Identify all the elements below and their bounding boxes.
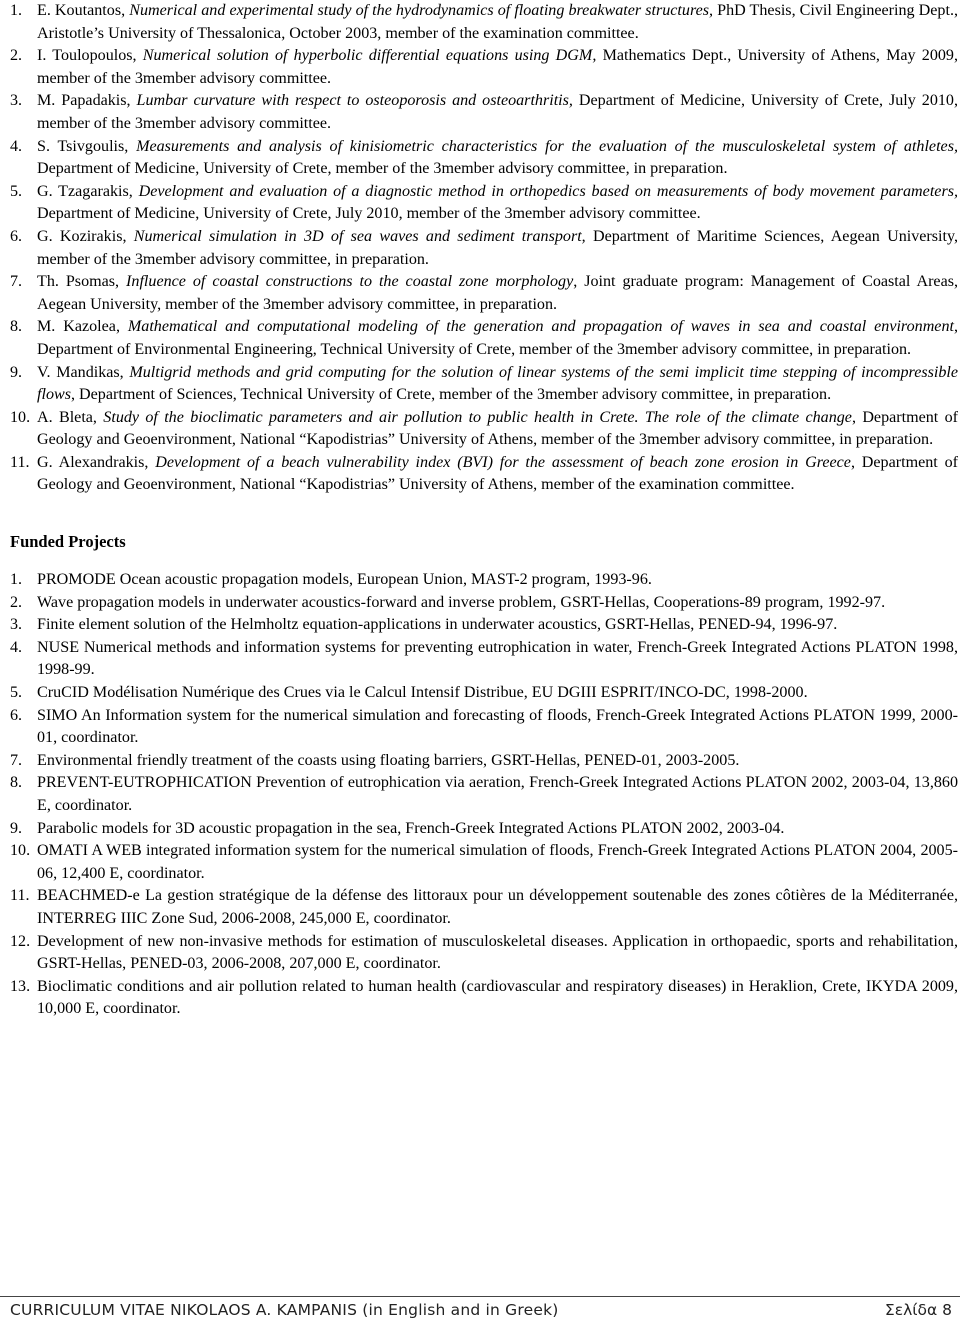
- thesis-item: [10, 90, 958, 135]
- project-text: OMATI A WEB integrated information system for the numerical simulation of floods, French-Greek Integrated Actions PLATON 2004, 2005-06, 12,400 E, coordinator.: [37, 842, 958, 882]
- thesis-number: 1.: [10, 2, 23, 19]
- project-number: 2.: [10, 593, 23, 611]
- thesis-item: [10, 181, 958, 226]
- supervised-theses-list: [10, 0, 958, 497]
- funded-projects-list: [10, 569, 958, 1021]
- project-item: [10, 682, 958, 705]
- project-text: NUSE Numerical methods and information systems for preventing eutrophication in water, French-Greek Integrated Actions PLATON 1998, 1998-99.: [37, 638, 958, 679]
- project-number: 11.: [10, 887, 30, 905]
- project-text: PREVENT-EUTROPHICATION Prevention of eutrophication via aeration, French-Greek Integrated Actions PLATON 2002, 2003-04, 13,860 E, coordinator.: [37, 774, 958, 814]
- thesis-details: Department of Medicine, University of Crete, member of the 3member advisory committee, in preparation.: [37, 160, 728, 178]
- thesis-number: 7.: [10, 273, 23, 291]
- thesis-item: [10, 136, 958, 181]
- thesis-details: Department of Maritime Sciences, Aegean University, member of the 3member advisory committee, in preparation.: [37, 227, 959, 268]
- thesis-number: 11.: [10, 453, 30, 471]
- thesis-title: Measurements and analysis of kinisiometric characteristics for the evaluation of the musculoskeletal system of athletes,: [136, 137, 958, 155]
- thesis-details: , Joint graduate program: Management of Coastal Areas, Aegean University, member of the 3member advisory committee, in preparation.: [37, 273, 959, 313]
- project-number: 10.: [10, 842, 31, 860]
- project-item: [10, 772, 958, 817]
- project-number: 5.: [10, 684, 23, 702]
- thesis-title: Development of a beach vulnerability index (BVI) for the assessment of beach zone erosion in Greece: [155, 453, 851, 471]
- thesis-title: Development and evaluation of a diagnostic method in orthopedics based on measurements of body movement parameters,: [138, 182, 958, 200]
- thesis-item: [10, 226, 958, 271]
- thesis-title: Numerical and experimental study of the hydrodynamics of floating breakwater structures,: [129, 2, 714, 19]
- project-text: Wave propagation models in underwater acoustics-forward and inverse problem, GSRT-Hellas, Cooperations-89 program, 1992-97.: [37, 593, 886, 611]
- thesis-number: 2.: [10, 47, 23, 65]
- project-item: [10, 705, 958, 750]
- thesis-number: 5.: [10, 182, 23, 200]
- thesis-item: [10, 316, 958, 361]
- project-number: 7.: [10, 751, 23, 769]
- thesis-item: [10, 362, 958, 407]
- thesis-title: Multigrid methods and grid computing for the solution of linear systems of the semi implicit time stepping of incompressible flows: [37, 363, 958, 404]
- thesis-details: Mathematics Dept., University of Athens, May 2009, member of the 3member advisory committee.: [37, 47, 958, 87]
- project-item: [10, 976, 958, 1021]
- thesis-number: 6.: [10, 227, 23, 245]
- thesis-details: PhD Thesis, Civil Engineering Dept., Aristotle’s University of Thessalonica, October 2003, member of the examination committee.: [37, 2, 958, 42]
- footer-page-number: Σελίδα 8: [884, 1301, 952, 1319]
- thesis-number: 4.: [10, 137, 23, 155]
- project-number: 1.: [10, 571, 23, 589]
- project-item: [10, 818, 958, 841]
- thesis-number: 8.: [10, 318, 23, 336]
- thesis-details: Department of Medicine, University of Crete, July 2010, member of the 3member advisory committee.: [37, 92, 958, 132]
- thesis-author: M. Papadakis,: [37, 92, 131, 110]
- project-text: CruCID Modélisation Numérique des Crues via le Calcul Intensif Distribue, EU DGIII ESPRIT/INCO-DC, 1998-2000.: [37, 684, 808, 702]
- thesis-author: A. Bleta,: [37, 408, 97, 426]
- thesis-author: G. Alexandrakis,: [37, 453, 149, 471]
- project-item: [10, 614, 958, 637]
- project-text: Parabolic models for 3D acoustic propagation in the sea, French-Greek Integrated Actions PLATON 2002, 2003-04.: [37, 819, 785, 837]
- project-text: Development of new non-invasive methods for estimation of musculoskeletal diseases. Application in orthopaedic, sports and rehabilitation, GSRT-Hellas, PENED-03, 2006-2008, 207,000 E, coordinator.: [37, 932, 958, 973]
- thesis-author: M. Kazolea,: [37, 318, 120, 336]
- thesis-author: S. Tsivgoulis,: [37, 137, 129, 155]
- thesis-title: Lumbar curvature with respect to osteoporosis and osteoarthritis,: [136, 92, 573, 110]
- project-number: 6.: [10, 706, 23, 724]
- project-text: Environmental friendly treatment of the coasts using floating barriers, GSRT-Hellas, PENED-01, 2003-2005.: [37, 751, 740, 769]
- thesis-item: [10, 45, 958, 90]
- thesis-title: Study of the bioclimatic parameters and air pollution to public health in Crete. The role of the climate change: [103, 408, 852, 426]
- project-item: [10, 840, 958, 885]
- thesis-details: Department of Medicine, University of Crete, July 2010, member of the 3member advisory committee.: [37, 205, 701, 223]
- project-item: [10, 637, 958, 682]
- project-text: Finite element solution of the Helmholtz equation-applications in underwater acoustics, GSRT-Hellas, PENED-94, 1996-97.: [37, 616, 838, 634]
- thesis-details: , Department of Geology and Geoenvironment, National “Kapodistrias” University of Athens, member of the examination committee.: [37, 453, 958, 494]
- thesis-number: 3.: [10, 92, 23, 110]
- footer-title: CURRICULUM VITAE NIKOLAOS A. KAMPANIS (in English and in Greek): [10, 1301, 559, 1319]
- project-item: [10, 885, 958, 930]
- project-number: 8.: [10, 774, 23, 792]
- project-item: [10, 592, 958, 615]
- thesis-title: Numerical solution of hyperbolic differential equations using DGM,: [142, 47, 597, 65]
- thesis-details: , Department of Geology and Geoenvironment, National “Kapodistrias” University of Athens, member of the 3member advisory committee, in preparation.: [37, 408, 959, 449]
- thesis-author: E. Koutantos,: [37, 2, 126, 19]
- thesis-details: , Department of Sciences, Technical University of Crete, member of the 3member advisory committee, in preparation.: [71, 386, 832, 404]
- project-text: Bioclimatic conditions and air pollution related to human health (cardiovascular and respiratory diseases) in Heraklion, Crete, IKYDA 2009, 10,000 E, coordinator.: [37, 977, 958, 1018]
- cv-page: [10, 0, 958, 1021]
- thesis-number: 10.: [10, 408, 31, 426]
- thesis-item: [10, 271, 958, 316]
- thesis-title: Mathematical and computational modeling of the generation and propagation of waves in sea and coastal environment: [127, 318, 954, 336]
- project-number: 9.: [10, 819, 23, 837]
- project-text: BEACHMED-e La gestion stratégique de la défense des littoraux pour un développement soutenable des zones côtières de la Méditerranée, INTERREG IIIC Zone Sud, 2006-2008, 245,000 E, coordinator.: [37, 887, 958, 927]
- thesis-number: 9.: [10, 363, 23, 381]
- thesis-author: Th. Psomas,: [37, 273, 120, 291]
- project-item: [10, 569, 958, 592]
- project-number: 3.: [10, 616, 23, 634]
- thesis-author: V. Mandikas,: [37, 363, 124, 381]
- project-number: 13.: [10, 977, 31, 995]
- project-item: [10, 750, 958, 773]
- thesis-title: Numerical simulation in 3D of sea waves and sediment transport,: [133, 227, 586, 245]
- page-footer: [0, 1296, 960, 1319]
- funded-projects-heading: Funded Projects: [10, 532, 126, 552]
- thesis-author: I. Toulopoulos,: [37, 47, 137, 65]
- thesis-item: [10, 407, 958, 452]
- thesis-title: Influence of coastal constructions to the coastal zone morphology: [126, 273, 574, 291]
- project-number: 12.: [10, 932, 31, 950]
- thesis-details: , Department of Environmental Engineering, Technical University of Crete, member of the 3member advisory committee, in preparation.: [37, 318, 959, 358]
- project-text: PROMODE Ocean acoustic propagation models, European Union, MAST-2 program, 1993-96.: [37, 571, 652, 589]
- thesis-author: G. Tzagarakis,: [37, 182, 133, 200]
- project-text: SIMO An Information system for the numerical simulation and forecasting of floods, French-Greek Integrated Actions PLATON 1999, 2000-01, coordinator.: [37, 706, 958, 747]
- thesis-author: G. Kozirakis,: [37, 227, 127, 245]
- thesis-item: [10, 0, 958, 45]
- thesis-item: [10, 452, 958, 497]
- project-item: [10, 931, 958, 976]
- project-number: 4.: [10, 638, 23, 656]
